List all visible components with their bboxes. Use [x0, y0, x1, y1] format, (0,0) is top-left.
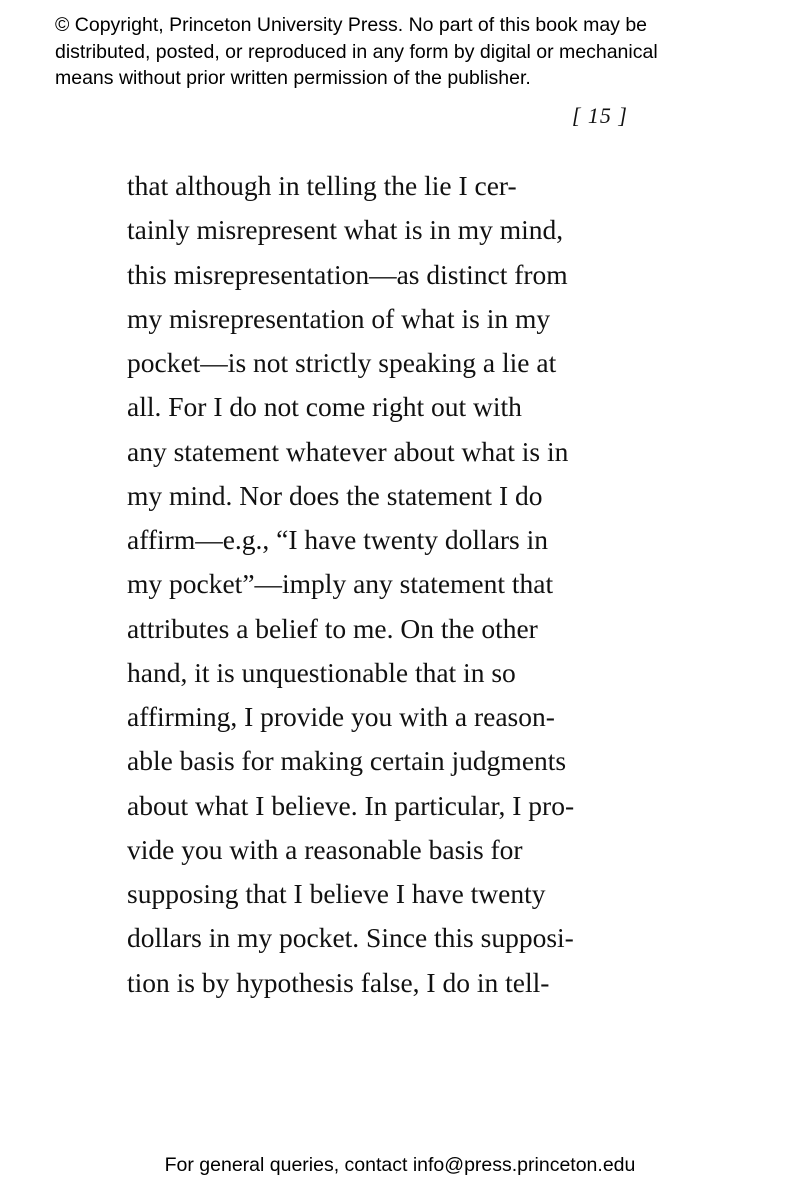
- text-line: hand, it is unquestionable that in so: [127, 656, 516, 688]
- copyright-line: means without prior written permission of the publisher.: [55, 67, 531, 89]
- text-line: tion is by hypothesis false, I do in tell-: [127, 966, 550, 998]
- text-line: that although in telling the lie I cer-: [127, 170, 517, 201]
- text-line: my mind. Nor does the statement I do: [127, 479, 543, 511]
- text-line: my misrepresentation of what is in my: [127, 302, 551, 334]
- text-line: about what I believe. In particular, I pro-: [127, 789, 575, 821]
- text-line: vide you with a reasonable basis for: [127, 833, 523, 865]
- text-line: affirming, I provide you with a reason-: [127, 701, 555, 732]
- text-line: tainly misrepresent what is in my mind,: [127, 214, 564, 246]
- text-line: this misrepresentation—as distinct from: [127, 258, 568, 290]
- text-line: affirm—e.g., “I have twenty dollars in: [127, 524, 549, 555]
- text-line: attributes a belief to me. On the other: [127, 612, 538, 644]
- copyright-line: © Copyright, Princeton University Press. No part of this book may be: [55, 14, 648, 36]
- text-line: any statement whatever about what is in: [127, 435, 569, 467]
- text-line: able basis for making certain judgments: [127, 745, 567, 777]
- text-line: my pocket”—imply any statement that: [127, 568, 554, 600]
- page-number: [ 15 ]: [571, 103, 628, 128]
- contact-footer: For general queries, contact info@press.princeton.edu: [164, 1154, 636, 1176]
- copyright-notice: [55, 12, 775, 92]
- text-line: pocket—is not strictly speaking a lie at: [127, 347, 557, 378]
- text-line: all. For I do not come right out with: [127, 391, 522, 423]
- text-line: supposing that I believe I have twenty: [127, 878, 546, 909]
- body-text: [127, 164, 647, 1005]
- text-line: dollars in my pocket. Since this supposi-: [127, 922, 574, 954]
- copyright-line: distributed, posted, or reproduced in any form by digital or mechanical: [55, 40, 658, 63]
